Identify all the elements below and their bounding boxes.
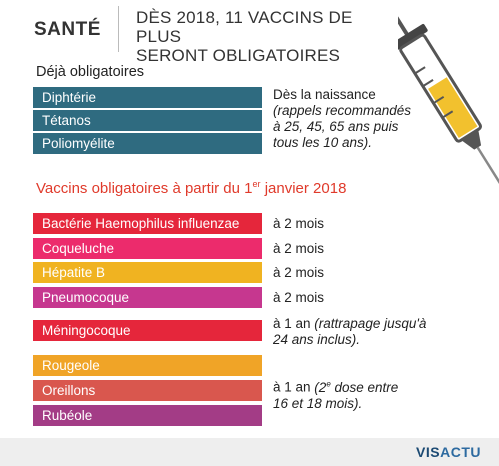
vaccine-bar-meningocoque: Méningocoque [33, 320, 262, 341]
header-divider [118, 6, 119, 52]
new-title [36, 179, 346, 197]
note-men-a: à 1 an [273, 316, 315, 331]
syringe-icon [398, 0, 499, 205]
vaccine-bar-oreillons: Oreillons [33, 380, 262, 401]
new-title-sup: er [252, 179, 261, 189]
already-note-line4: tous les 10 ans). [273, 135, 373, 150]
already-note [273, 87, 411, 151]
note-ror-b: (2 [314, 379, 327, 395]
note-meningocoque [273, 316, 426, 348]
header-subtitle-line2: SERONT OBLIGATOIRES [136, 46, 341, 65]
header-title: SANTÉ [34, 19, 101, 40]
note-ror-d: 16 et 18 mois). [273, 395, 363, 411]
new-title-prefix: Vaccins obligatoires à partir du 1 [36, 180, 253, 197]
note-ror-a: à 1 an [273, 379, 315, 395]
already-note-line1: Dès la naissance [273, 87, 376, 102]
note-ror-c: dose entre [330, 379, 399, 395]
note-ror [273, 376, 398, 412]
note-coqueluche: à 2 mois [273, 241, 325, 256]
already-note-line2: (rappels recommandés [273, 103, 412, 118]
vaccine-bar-tetanus: Tétanos [33, 110, 262, 131]
already-note-line3: à 25, 45, 65 ans puis [273, 119, 399, 134]
header-subtitle [136, 8, 396, 65]
note-hepatite-b: à 2 mois [273, 265, 325, 280]
footer [0, 438, 499, 466]
note-pneumocoque: à 2 mois [273, 290, 325, 305]
logo-part-b: ACTU [440, 444, 481, 460]
note-men-c: 24 ans inclus). [273, 332, 361, 347]
vaccine-bar-coqueluche: Coqueluche [33, 238, 262, 259]
vaccine-bar-diphtheria: Diphtérie [33, 87, 262, 108]
vaccine-bar-polio: Poliomyélite [33, 133, 262, 154]
header-subtitle-line1: DÈS 2018, 11 VACCINS DE PLUS [136, 8, 353, 46]
note-ror-sup: e [326, 379, 331, 388]
vaccine-bar-rougeole: Rougeole [33, 355, 262, 376]
vaccine-bar-haemophilus: Bactérie Haemophilus influenzae [33, 213, 262, 234]
vaccine-bar-hepatite-b: Hépatite B [33, 262, 262, 283]
new-title-suffix: janvier 2018 [260, 180, 347, 197]
vaccine-bar-pneumocoque: Pneumocoque [33, 287, 262, 308]
vaccine-bar-rubeole: Rubéole [33, 405, 262, 426]
note-men-b: (rattrapage jusqu'à [314, 316, 427, 331]
already-title: Déjà obligatoires [36, 64, 145, 80]
note-haemophilus: à 2 mois [273, 216, 325, 231]
visactu-logo [416, 444, 481, 460]
logo-part-a: VIS [416, 444, 441, 460]
header-title-box [0, 0, 118, 58]
